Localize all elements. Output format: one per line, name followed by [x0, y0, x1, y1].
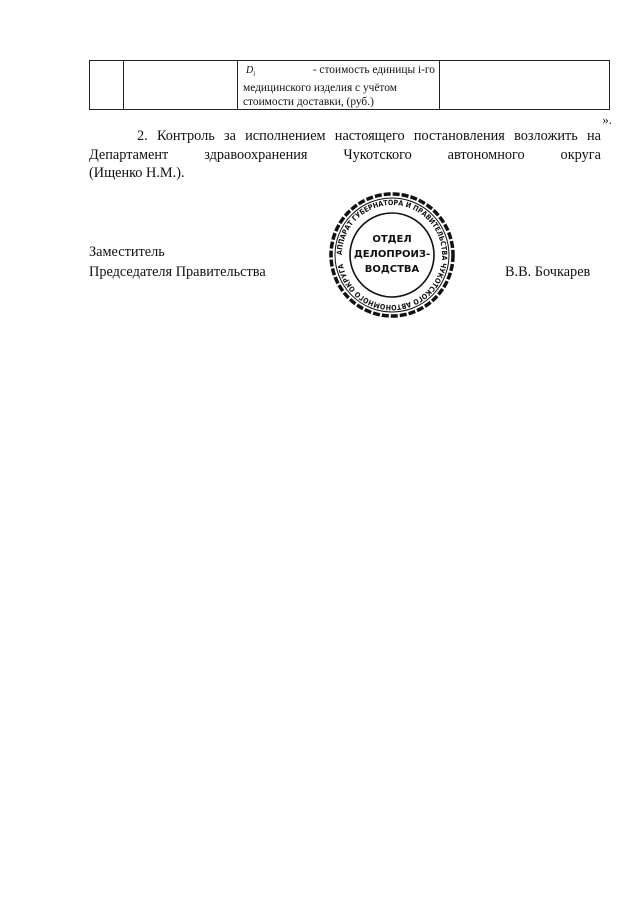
- official-stamp: [329, 192, 455, 318]
- signatory-title-line-2: Председателя Правительства: [89, 264, 266, 280]
- signatory-name: В.В. Бочкарев: [505, 264, 591, 280]
- paragraph-word: здравоохранения: [204, 146, 308, 163]
- paragraph-word: исполнением: [245, 128, 326, 144]
- paragraph-line-3: (Ищенко Н.М.).: [89, 165, 185, 181]
- paragraph-word: настоящего: [334, 128, 405, 144]
- paragraph-word: Контроль: [156, 128, 215, 144]
- formula-symbol: $D_i$: [246, 65, 256, 78]
- continuation-table: [89, 60, 610, 110]
- closing-quote: ».: [602, 112, 612, 127]
- paragraph-word: постановления: [413, 128, 505, 144]
- paragraph-word: на: [586, 128, 601, 144]
- stamp-center-line-3: ВОДСТВА: [364, 264, 420, 275]
- paragraph-word: Департамент: [89, 146, 169, 163]
- paragraph-word: округа: [560, 146, 601, 163]
- table-cell-empty: [124, 61, 238, 110]
- table-cell-definition: [238, 61, 440, 110]
- paragraph-line-1: [89, 127, 601, 146]
- paragraph-word: автономного: [447, 146, 525, 163]
- paragraph-line-2: [89, 146, 601, 165]
- stamp-center-line-1: ОТДЕЛ: [372, 234, 412, 245]
- control-paragraph: [89, 127, 601, 183]
- definition-line-2: медицинского изделия с учётом: [243, 82, 397, 94]
- paragraph-word: Чукотского: [343, 146, 412, 163]
- paragraph-word: возложить: [514, 128, 578, 144]
- stamp-ring-text: АППАРАТ ГУБЕРНАТОРА И ПРАВИТЕЛЬСТВА ЧУКОТСКОГО АВТОНОМНОГО ОКРУГА: [334, 197, 450, 313]
- table-cell-empty: [90, 61, 124, 110]
- definition-line-3: стоимости доставки, (руб.): [243, 96, 374, 108]
- paragraph-word: за: [223, 128, 236, 144]
- table-cell-empty: [440, 61, 610, 110]
- paragraph-word: 2.: [137, 128, 148, 144]
- table-row: [90, 61, 610, 110]
- signatory-title-line-1: Заместитель: [89, 244, 165, 260]
- stamp-center-line-2: ДЕЛОПРОИЗ-: [353, 249, 431, 260]
- definition-line-1: - стоимость единицы i-го: [312, 64, 435, 76]
